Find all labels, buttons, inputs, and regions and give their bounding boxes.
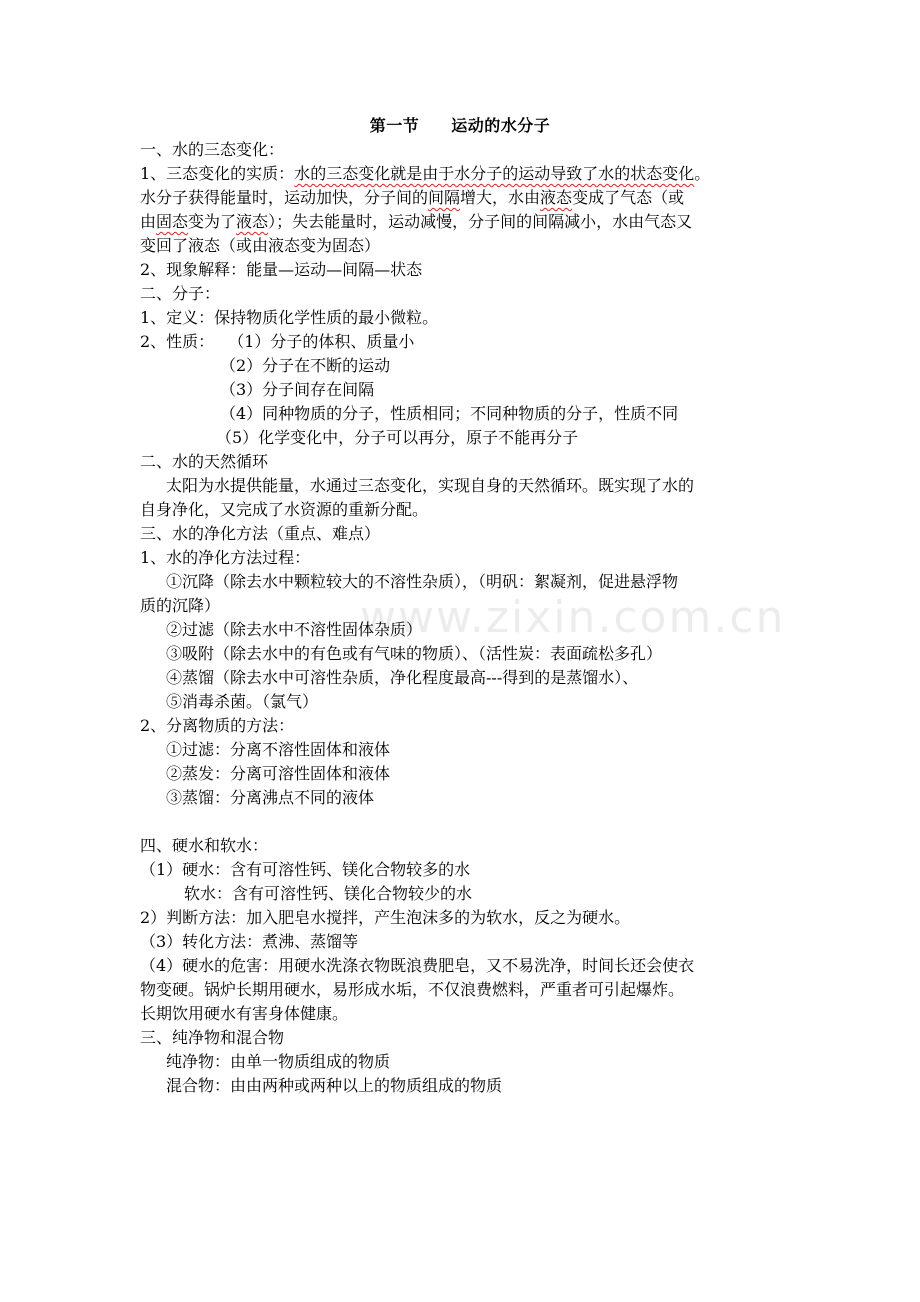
properties-label: 2、性质：: [140, 332, 215, 351]
method-sedimentation: ①沉降（除去水中颗粒较大的不溶性杂质），（明矾：絮凝剂，促进悬浮物: [166, 572, 679, 591]
property-2: （2）分子在不断的运动: [220, 356, 391, 375]
separation-methods-heading: 2、分离物质的方法：: [140, 716, 295, 735]
text-span: 变成了气态（或: [572, 188, 685, 207]
essence-line-2: [140, 188, 684, 210]
page-title: [0, 113, 920, 136]
property-3: （3）分子间存在间隔: [220, 380, 375, 399]
soft-water-def: 软水：含有可溶性钙、镁化合物较少的水: [184, 884, 473, 903]
method-filtration: ②过滤（除去水中不溶性固体杂质）: [166, 620, 423, 639]
essence-period: 。: [694, 164, 711, 183]
section-heading-water-cycle: 二、水的天然循环: [140, 452, 269, 471]
section-heading-three-states: 一、水的三态变化：: [140, 140, 285, 159]
text-span: ）；失去能量时，运动减慢，分子间的间隔减小，水由气态又: [268, 212, 693, 231]
method-distillation: ④蒸馏（除去水中可溶性杂质，净化程度最高---得到的是蒸馏水）、: [166, 668, 639, 687]
hazard-line-3: 长期饮用硬水有害身体健康。: [140, 1004, 349, 1023]
section-heading-purification: 三、水的净化方法（重点、难点）: [140, 524, 381, 543]
text-span: 变为了: [188, 212, 237, 231]
underlined-solid: 固态: [156, 212, 189, 231]
method-disinfection: ⑤消毒杀菌。（氯气）: [166, 692, 319, 711]
phenomenon-line: 2、现象解释：能量—运动—间隔—状态: [140, 260, 423, 279]
title-section-number: 第一节: [369, 116, 420, 135]
essence-line-3: [140, 212, 692, 234]
text-span: 由: [140, 212, 157, 231]
separation-filtration: ①过滤：分离不溶性固体和液体: [166, 740, 391, 759]
watermark: www.zixin.com.cn: [360, 592, 786, 643]
property-1: （1）分子的体积、质量小: [228, 332, 415, 351]
separation-evaporation: ②蒸发：分离可溶性固体和液体: [166, 764, 391, 783]
method-sedimentation-cont: 质的沉降）: [140, 596, 221, 615]
essence-line: [140, 164, 710, 186]
section-heading-hard-soft-water: 四、硬水和软水：: [140, 836, 269, 855]
text-span: 水分子获得能量时，运动加快，分子间的: [140, 188, 429, 207]
section-heading-molecules: 二、分子：: [140, 284, 221, 303]
underlined-liquid: 液态: [540, 188, 573, 207]
judgment-method: 2）判断方法：加入肥皂水搅拌，产生泡沫多的为软水，反之为硬水。: [140, 908, 631, 927]
hazard-line-1: （4）硬水的危害：用硬水洗涤衣物既浪费肥皂，又不易洗净，时间长还会使衣: [140, 956, 695, 975]
essence-line-4: 变回了液态（或由液态变为固态）: [140, 236, 381, 255]
text-span: 增大，水由: [460, 188, 541, 207]
properties-line: [140, 332, 414, 354]
essence-label: 1、三态变化的实质：: [140, 164, 295, 183]
separation-distillation: ③蒸馏：分离沸点不同的液体: [166, 788, 375, 807]
definition-line: 1、定义：保持物质化学性质的最小微粒。: [140, 308, 439, 327]
hard-water-def: （1）硬水：含有可溶性钙、镁化合物较多的水: [140, 860, 471, 879]
water-cycle-line-1: 太阳为水提供能量，水通过三态变化，实现自身的天然循环。既实现了水的: [166, 476, 695, 495]
property-5: （5）化学变化中，分子可以再分，原子不能再分子: [216, 428, 579, 447]
hazard-line-2: 物变硬。锅炉长期用硬水，易形成水垢，不仅浪费燃料，严重者可引起爆炸。: [140, 980, 685, 999]
mixture-def: 混合物：由由两种或两种以上的物质组成的物质: [166, 1076, 503, 1095]
water-cycle-line-2: 自身净化，又完成了水资源的重新分配。: [140, 500, 429, 519]
section-heading-pure-mixture: 三、纯净物和混合物: [140, 1028, 285, 1047]
underlined-liquid: 液态: [236, 212, 269, 231]
title-text: 运动的水分子: [451, 116, 551, 135]
method-adsorption: ③吸附（除去水中的有色或有气味的物质）、（活性炭：表面疏松多孔）: [166, 644, 663, 663]
pure-substance-def: 纯净物：由单一物质组成的物质: [166, 1052, 391, 1071]
property-4: （4）同种物质的分子，性质相同；不同种物质的分子，性质不同: [220, 404, 679, 423]
conversion-method: （3）转化方法：煮沸、蒸馏等: [140, 932, 359, 951]
purification-process-heading: 1、水的净化方法过程：: [140, 548, 311, 567]
underlined-gap: 间隔: [428, 188, 461, 207]
essence-underlined: 水的三态变化就是由于水分子的运动导致了水的状态变化: [294, 164, 695, 183]
